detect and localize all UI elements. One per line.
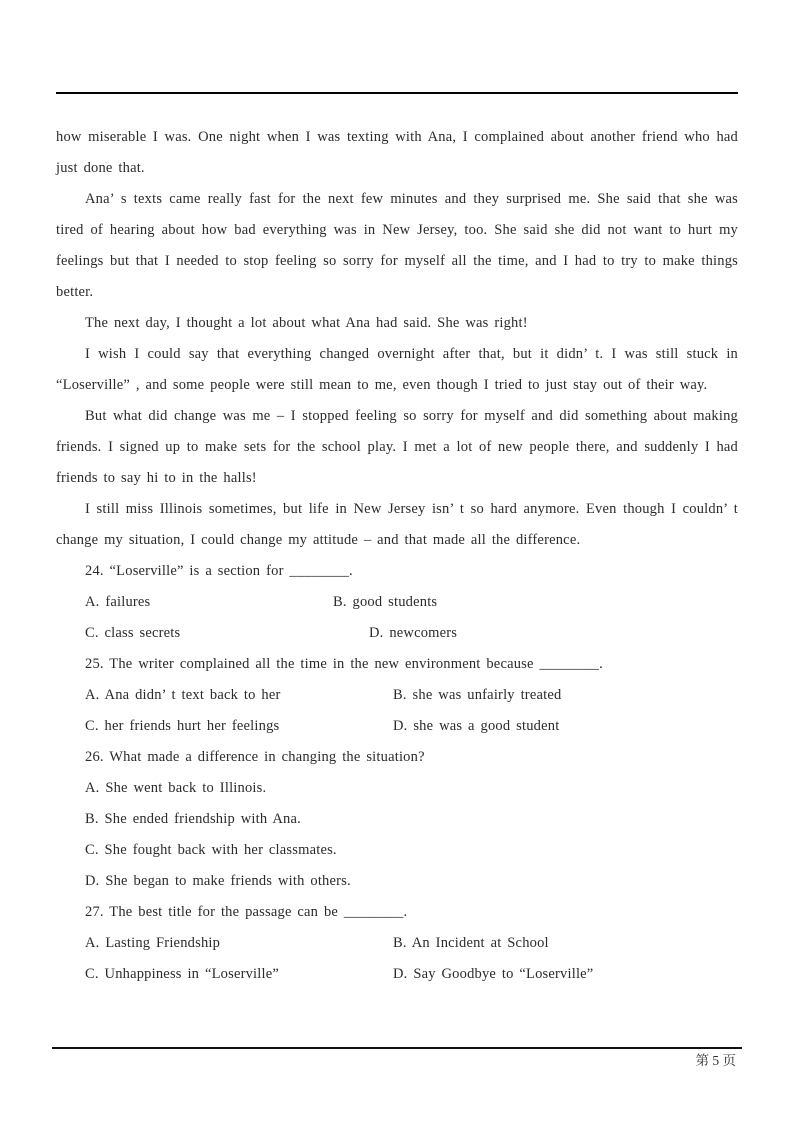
header-rule — [56, 92, 738, 94]
passage-paragraph: I wish I could say that everything changed overnight after that, but it didn’ t. I was still stuck in “Loserville” , and some people were still mean to me, even though I tried to just stay out of their way. — [56, 346, 738, 393]
option-row — [56, 618, 738, 649]
option-c: C. She fought back with her classmates. — [85, 842, 337, 858]
option-a: A. failures — [85, 594, 151, 610]
option-b: B. An Incident at School — [393, 935, 549, 951]
passage-paragraph: I still miss Illinois sometimes, but life in New Jersey isn’ t so hard anymore. Even though I couldn’ t change my situation, I could change my attitude – and that made all the difference. — [56, 501, 738, 548]
option-row — [56, 959, 738, 990]
option-row — [56, 928, 738, 959]
passage-paragraph: how miserable I was. One night when I was texting with Ana, I complained about another friend who had just done that. — [56, 129, 738, 176]
option-b: B. she was unfairly treated — [393, 687, 562, 703]
question-26 — [56, 742, 738, 897]
question-25 — [56, 649, 738, 742]
page-number: 第 5 页 — [695, 1053, 736, 1068]
option-b: B. She ended friendship with Ana. — [85, 811, 301, 827]
option-c: C. Unhappiness in “Loserville” — [85, 966, 280, 982]
option-d: D. She began to make friends with others. — [85, 873, 351, 889]
page-content — [56, 122, 738, 990]
option-a: A. Lasting Friendship — [85, 935, 221, 951]
question-stem: 27. The best title for the passage can be ________. — [85, 904, 408, 920]
option-row — [56, 587, 738, 618]
passage-paragraph: Ana’ s texts came really fast for the next few minutes and they surprised me. She said that she was tired of hearing about how bad everything was in New Jersey, too. She said she did not want to hurt my feelings but that I needed to stop feeling so sorry for myself all the time, and I had to try to make things better. — [56, 191, 738, 300]
question-27 — [56, 897, 738, 990]
option-d: D. newcomers — [369, 625, 458, 641]
option-d: D. she was a good student — [393, 718, 560, 734]
option-c: C. her friends hurt her feelings — [85, 718, 280, 734]
option-row — [56, 680, 738, 711]
option-a: A. She went back to Illinois. — [85, 780, 267, 796]
option-b: B. good students — [333, 594, 438, 610]
option-a: A. Ana didn’ t text back to her — [85, 687, 281, 703]
option-c: C. class secrets — [85, 625, 181, 641]
option-d: D. Say Goodbye to “Loserville” — [393, 966, 594, 982]
passage-paragraph: The next day, I thought a lot about what Ana had said. She was right! — [85, 315, 528, 331]
footer-rule — [52, 1047, 742, 1049]
option-row — [56, 711, 738, 742]
question-24 — [56, 556, 738, 649]
question-stem: 25. The writer complained all the time in the new environment because ________. — [85, 656, 603, 672]
question-stem: 24. “Loserville” is a section for ________. — [85, 563, 353, 579]
passage-paragraph: But what did change was me – I stopped feeling so sorry for myself and did something about making friends. I signed up to make sets for the school play. I met a lot of new people there, and suddenly I had friends to say hi to in the halls! — [56, 408, 738, 486]
question-stem: 26. What made a difference in changing the situation? — [85, 749, 425, 765]
